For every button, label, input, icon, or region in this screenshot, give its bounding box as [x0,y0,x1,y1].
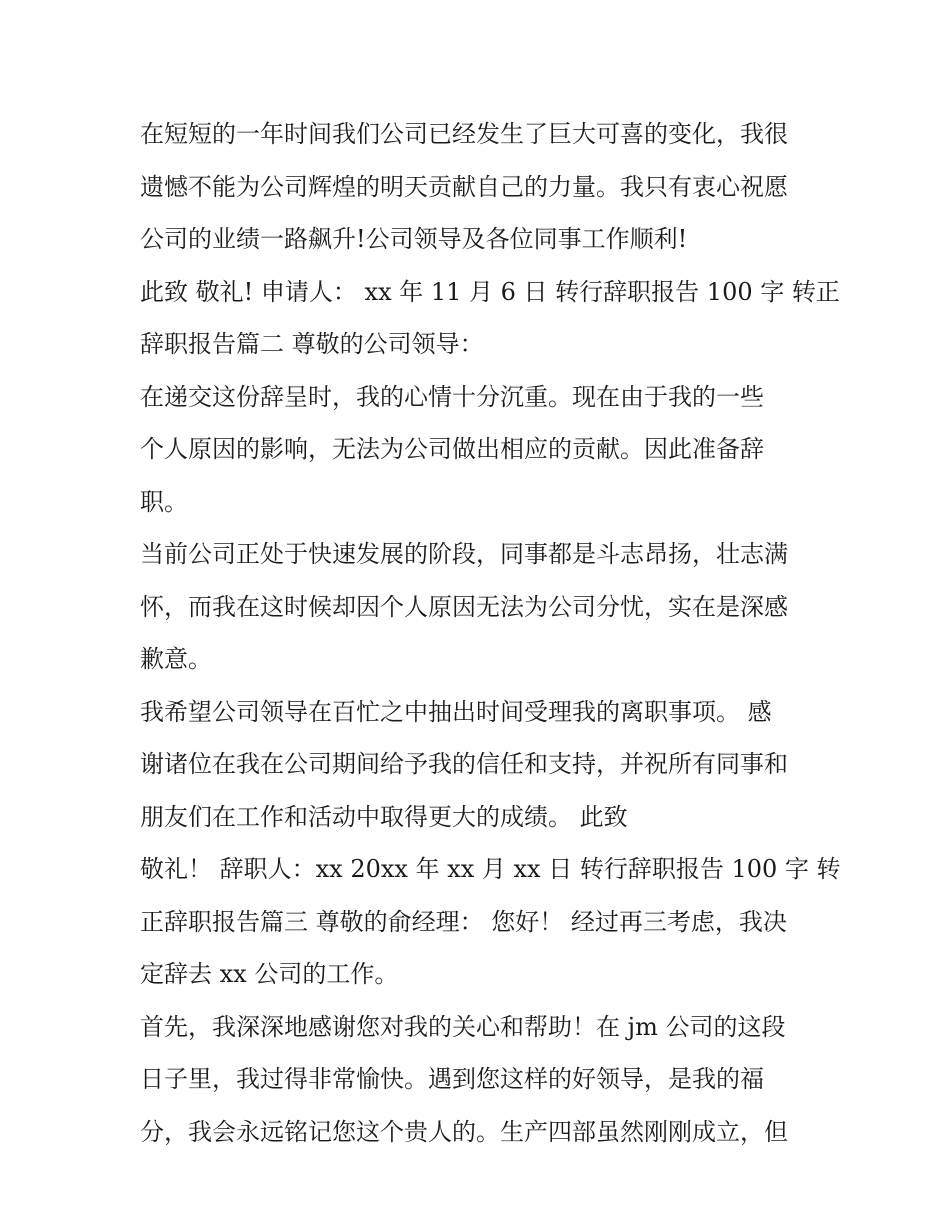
text-line: 正辞职报告篇三 尊敬的俞经理： 您好！ 经过再三考虑，我决 [140,907,787,936]
text-line: 当前公司正处于快速发展的阶段，同事都是斗志昂扬，壮志满 [140,540,788,568]
text-line: 辞职报告篇二 尊敬的公司领导： [140,330,484,358]
text-line: 遗憾不能为公司辉煌的明天贡献自己的力量。我只有衷心祝愿 [140,172,788,201]
text-line: 敬礼！ 辞职人：xx 20xx 年 xx 月 xx 日 转行辞职报告 100 字 转 [140,855,841,883]
text-line: 谢诸位在我在公司期间给予我的信任和支持，并祝所有同事和 [140,750,788,778]
text-line: 分，我会永远铭记您这个贵人的。生产四部虽然刚刚成立，但 [140,1117,788,1146]
text-line: 个人原因的影响，无法为公司做出相应的贡献。因此准备辞 [140,435,764,463]
text-line: 职。 [140,487,188,516]
text-line: 日子里，我过得非常愉快。遇到您这样的好领导，是我的福 [140,1065,764,1093]
text-line: 歉意。 [140,645,212,673]
text-line: 在递交这份辞呈时，我的心情十分沉重。现在由于我的一些 [140,382,764,411]
text-line: 在短短的一年时间我们公司已经发生了巨大可喜的变化，我很 [140,120,788,148]
text-line: 定辞去 xx 公司的工作。 [140,960,399,988]
text-line: 怀，而我在这时候却因个人原因无法为公司分忧，实在是深感 [140,592,788,621]
text-line: 公司的业绩一路飙升!公司领导及各位同事工作顺利! [140,225,688,253]
text-line: 首先，我深深地感谢您对我的关心和帮助！在 jm 公司的这段 [140,1012,786,1041]
text-line: 我希望公司领导在百忙之中抽出时间受理我的离职事项。 感 [140,697,772,726]
text-line: 此致 敬礼! 申请人： xx 年 11 月 6 日 转行辞职报告 100 字 转正 [140,277,840,306]
document-body [140,108,841,1158]
text-line: 朋友们在工作和活动中取得更大的成绩。 此致 [140,802,628,831]
